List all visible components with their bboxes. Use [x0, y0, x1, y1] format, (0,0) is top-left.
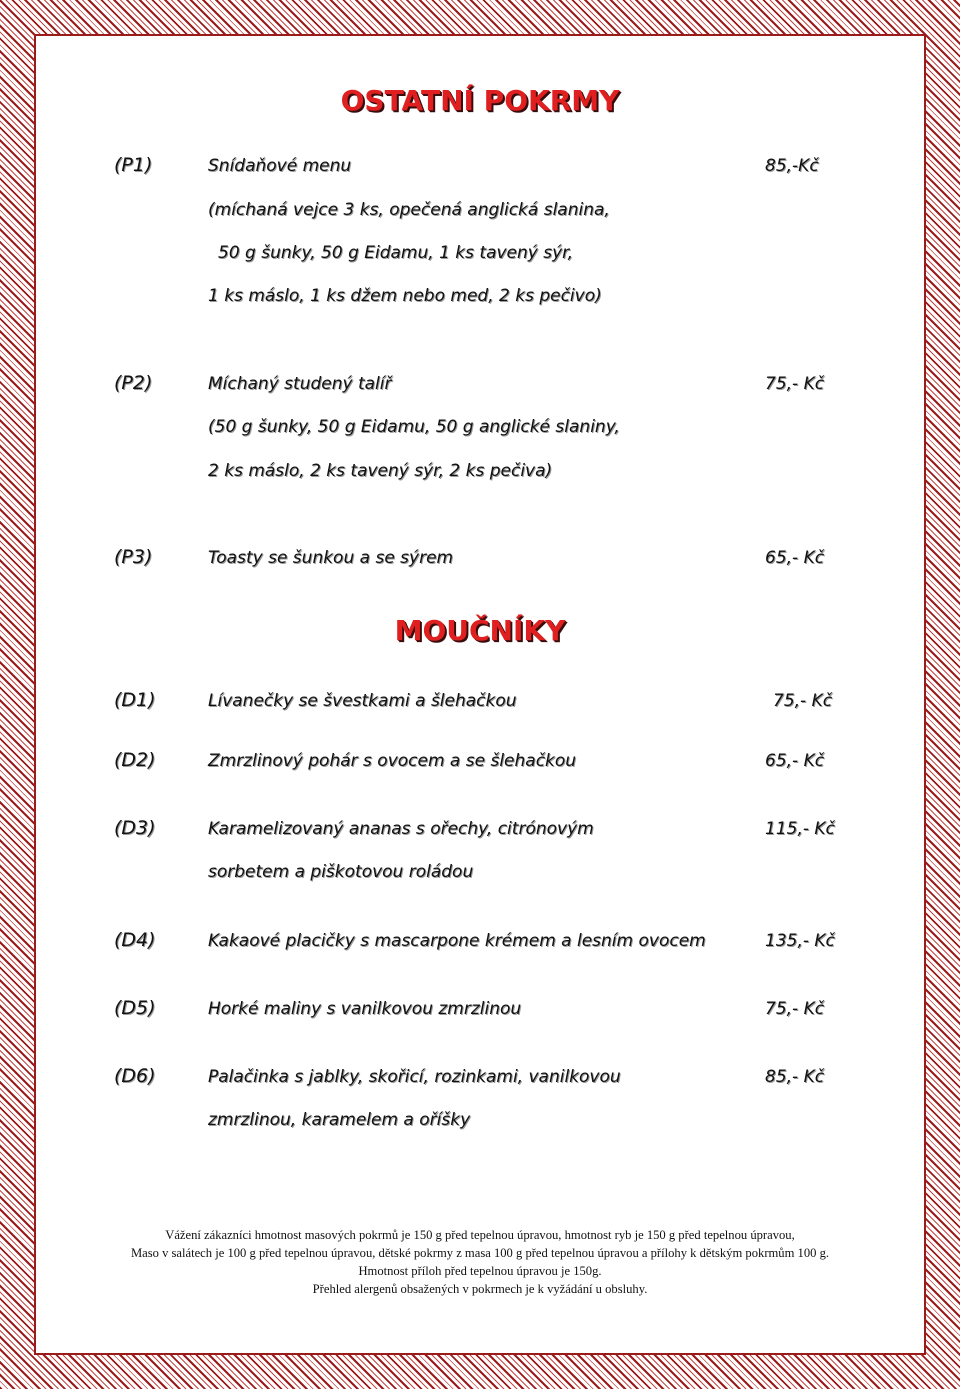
item-price: 65,- Kč [765, 548, 825, 568]
item-code: (D5) [114, 997, 156, 1019]
item-name: Toasty se šunkou a se sýrem [208, 548, 454, 568]
item-description-line: (50 g šunky, 50 g Eidamu, 50 g anglické slaniny, [208, 417, 620, 437]
item-name: Míchaný studený talíř [208, 374, 392, 394]
item-name: Snídaňové menu [208, 156, 352, 176]
item-price: 85,- Kč [765, 1067, 825, 1087]
footer-note: Přehled alergenů obsažených v pokrmech je k vyžádání u obsluhy. [312, 1282, 648, 1296]
item-description-line: zmrzlinou, karamelem a oříšky [208, 1110, 471, 1130]
item-price: 85,-Kč [765, 156, 819, 176]
item-description-line: 1 ks máslo, 1 ks džem nebo med, 2 ks pečivo) [208, 286, 602, 306]
item-price: 135,- Kč [765, 931, 835, 951]
item-code: (P1) [114, 154, 153, 176]
item-code: (P2) [114, 372, 153, 394]
item-price: 75,- Kč [765, 374, 825, 394]
footer-note: Vážení zákazníci hmotnost masových pokrmů je 150 g před tepelnou úpravou, hmotnost ryb je 150 g před tepelnou úpravou, [165, 1228, 795, 1242]
item-price: 75,- Kč [765, 999, 825, 1019]
item-code: (D1) [114, 689, 156, 711]
item-code: (D4) [114, 929, 156, 951]
section-title-ostatni-pokrmy: OSTATNÍ POKRMY [340, 84, 620, 117]
item-name: Lívanečky se švestkami a šlehačkou [208, 691, 517, 711]
item-code: (D3) [114, 817, 156, 839]
item-name: Zmrzlinový pohár s ovocem a se šlehačkou [208, 751, 577, 771]
item-description-line: 2 ks máslo, 2 ks tavený sýr, 2 ks pečiva) [208, 461, 553, 481]
item-name: Karamelizovaný ananas s ořechy, citrónovým [208, 819, 594, 839]
item-code: (P3) [114, 546, 153, 568]
item-price: 65,- Kč [765, 751, 825, 771]
item-price: 75,- Kč [773, 691, 833, 711]
footer-note: Maso v salátech je 100 g před tepelnou úpravou, dětské pokrmy z masa 100 g před tepelnou úpravou a přílohy k dětským pokrmům 100 g. [130, 1246, 830, 1260]
item-name: Horké maliny s vanilkovou zmrzlinou [208, 999, 522, 1019]
item-description-line: sorbetem a piškotovou roládou [208, 862, 474, 882]
item-name: Palačinka s jablky, skořicí, rozinkami, vanilkovou [208, 1067, 621, 1087]
section-title-moucniky: MOUČNÍKY [394, 614, 566, 647]
item-code: (D6) [114, 1065, 156, 1087]
item-description-line: (míchaná vejce 3 ks, opečená anglická slanina, [208, 200, 610, 220]
item-description-line: 50 g šunky, 50 g Eidamu, 1 ks tavený sýr, [218, 243, 573, 263]
item-code: (D2) [114, 749, 156, 771]
footer-note: Hmotnost příloh před tepelnou úpravou je 150g. [358, 1264, 602, 1278]
item-price: 115,- Kč [765, 819, 835, 839]
item-name: Kakaové placičky s mascarpone krémem a lesním ovocem [208, 931, 706, 951]
